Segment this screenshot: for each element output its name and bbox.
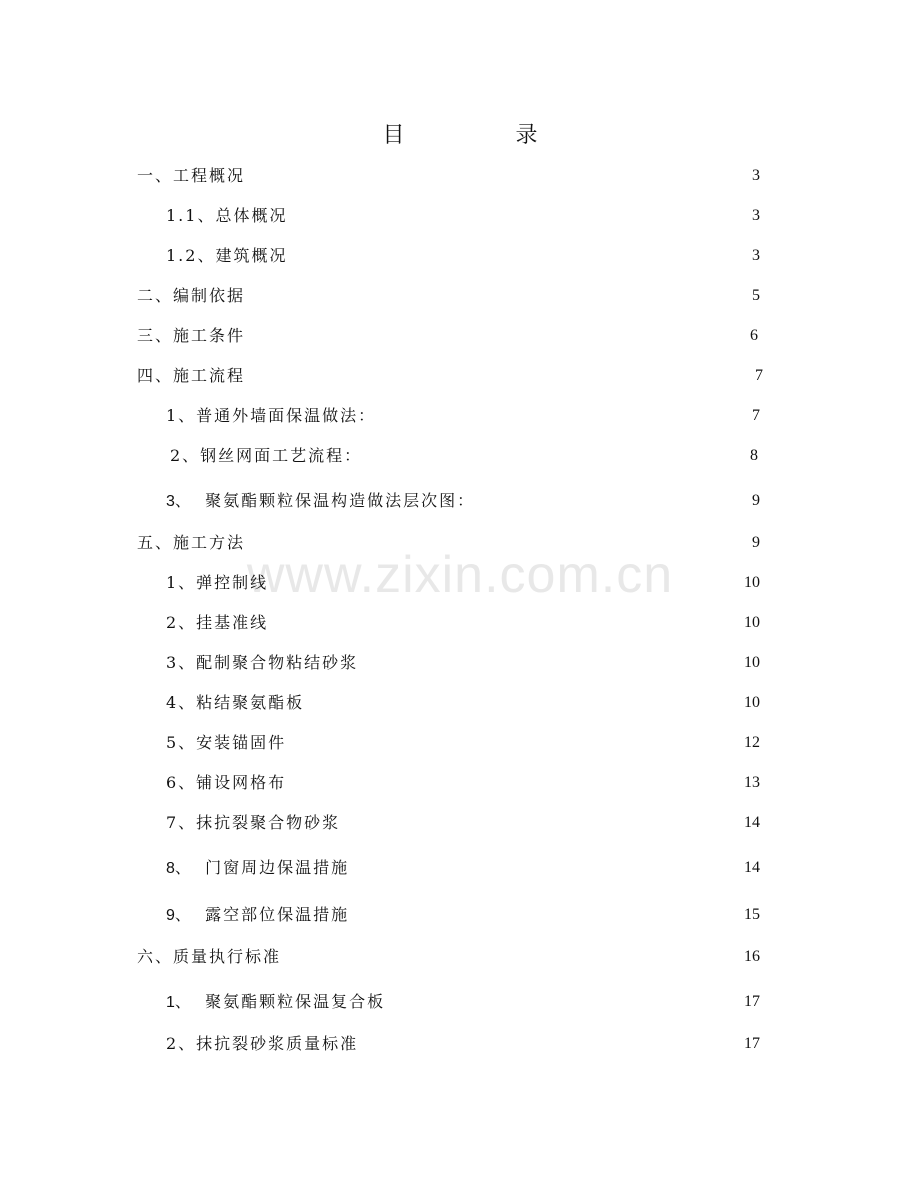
toc-entry[interactable] — [0, 1031, 920, 1057]
toc-entry-label: 2、钢丝网面工艺流程： — [170, 446, 363, 465]
toc-entry-label: 五、施工方法 — [137, 533, 246, 552]
toc-entry[interactable] — [0, 770, 920, 796]
toc-entry-number: 3、 — [166, 493, 191, 510]
toc-entry[interactable] — [0, 902, 920, 928]
toc-entry[interactable] — [0, 443, 920, 469]
toc-entry[interactable] — [0, 530, 920, 556]
toc-entry-page: 10 — [744, 654, 760, 671]
toc-entry-text: 聚氨酯颗粒保温复合板 — [205, 992, 386, 1011]
toc-entry-label — [166, 902, 349, 929]
toc-entry-label: 1、普通外墙面保温做法： — [166, 406, 377, 425]
toc-entry[interactable] — [0, 203, 920, 229]
toc-entry[interactable] — [0, 730, 920, 756]
toc-entry-page: 7 — [755, 367, 763, 384]
toc-entry[interactable] — [0, 163, 920, 189]
toc-entry-page: 12 — [744, 734, 760, 751]
toc-entry-page: 14 — [744, 859, 760, 876]
toc-entry-label — [166, 488, 475, 515]
toc-entry[interactable] — [0, 855, 920, 881]
toc-entry-label: 2、挂基准线 — [166, 613, 269, 632]
toc-entry-page: 17 — [744, 993, 760, 1010]
toc-entry-label — [166, 855, 349, 882]
toc-entry-label: 7、抹抗裂聚合物砂浆 — [166, 813, 341, 832]
toc-entry[interactable] — [0, 650, 920, 676]
toc-entry[interactable] — [0, 610, 920, 636]
toc-entry-page: 17 — [744, 1035, 760, 1052]
toc-entry-text: 聚氨酯颗粒保温构造做法层次图： — [205, 491, 476, 510]
toc-entry-page: 10 — [744, 614, 760, 631]
toc-entry-label: 1.1、总体概况 — [166, 206, 288, 225]
toc-entry-page: 8 — [750, 447, 758, 464]
toc-entry-page: 9 — [752, 492, 760, 509]
toc-entry-label: 四、施工流程 — [137, 366, 246, 385]
toc-entry-label: 5、安装锚固件 — [166, 733, 287, 752]
watermark: www.zixin.com.cn — [246, 546, 674, 604]
toc-entry-label: 4、粘结聚氨酯板 — [166, 693, 305, 712]
toc-entry[interactable] — [0, 283, 920, 309]
toc-entry-label: 2、抹抗裂砂浆质量标准 — [166, 1034, 359, 1053]
toc-entry-label: 一、工程概况 — [137, 166, 246, 185]
toc-entry-number: 1、 — [166, 994, 191, 1011]
toc-entry-label: 1.2、建筑概况 — [166, 246, 288, 265]
toc-entry-page: 7 — [752, 407, 760, 424]
toc-entry-label: 1、弹控制线 — [166, 573, 269, 592]
toc-entry-number: 9、 — [166, 907, 191, 924]
toc-entry-page: 14 — [744, 814, 760, 831]
toc-entry-page: 15 — [744, 906, 760, 923]
toc-entry-page: 10 — [744, 694, 760, 711]
toc-entry[interactable] — [0, 323, 920, 349]
toc-entry[interactable] — [0, 403, 920, 429]
toc-entry-page: 10 — [744, 574, 760, 591]
toc-entry[interactable] — [0, 243, 920, 269]
toc-entry-page: 16 — [744, 948, 760, 965]
toc-entry-page: 3 — [752, 207, 760, 224]
toc-entry[interactable] — [0, 570, 920, 596]
toc-entry-text: 露空部位保温措施 — [205, 905, 350, 924]
toc-entry-page: 6 — [750, 327, 758, 344]
toc-entry-label: 六、质量执行标准 — [137, 947, 282, 966]
toc-entry-page: 13 — [744, 774, 760, 791]
toc-entry[interactable] — [0, 690, 920, 716]
toc-entry[interactable] — [0, 944, 920, 970]
toc-entry-page: 3 — [752, 167, 760, 184]
toc-entry-page: 9 — [752, 534, 760, 551]
toc-entry-label — [166, 989, 385, 1016]
toc-entry[interactable] — [0, 989, 920, 1015]
toc-entry-page: 5 — [752, 287, 760, 304]
toc-entry[interactable] — [0, 488, 920, 514]
toc-entry-text: 门窗周边保温措施 — [205, 858, 350, 877]
toc-entry-label: 6、铺设网格布 — [166, 773, 287, 792]
toc-entry-page: 3 — [752, 247, 760, 264]
toc-entry-label: 二、编制依据 — [137, 286, 246, 305]
toc-entry-label: 三、施工条件 — [137, 326, 246, 345]
toc-entry[interactable] — [0, 810, 920, 836]
toc-entry-number: 8、 — [166, 860, 191, 877]
toc-entry[interactable] — [0, 363, 920, 389]
toc-title: 目 录 — [382, 123, 590, 148]
toc-entry-label: 3、配制聚合物粘结砂浆 — [166, 653, 359, 672]
